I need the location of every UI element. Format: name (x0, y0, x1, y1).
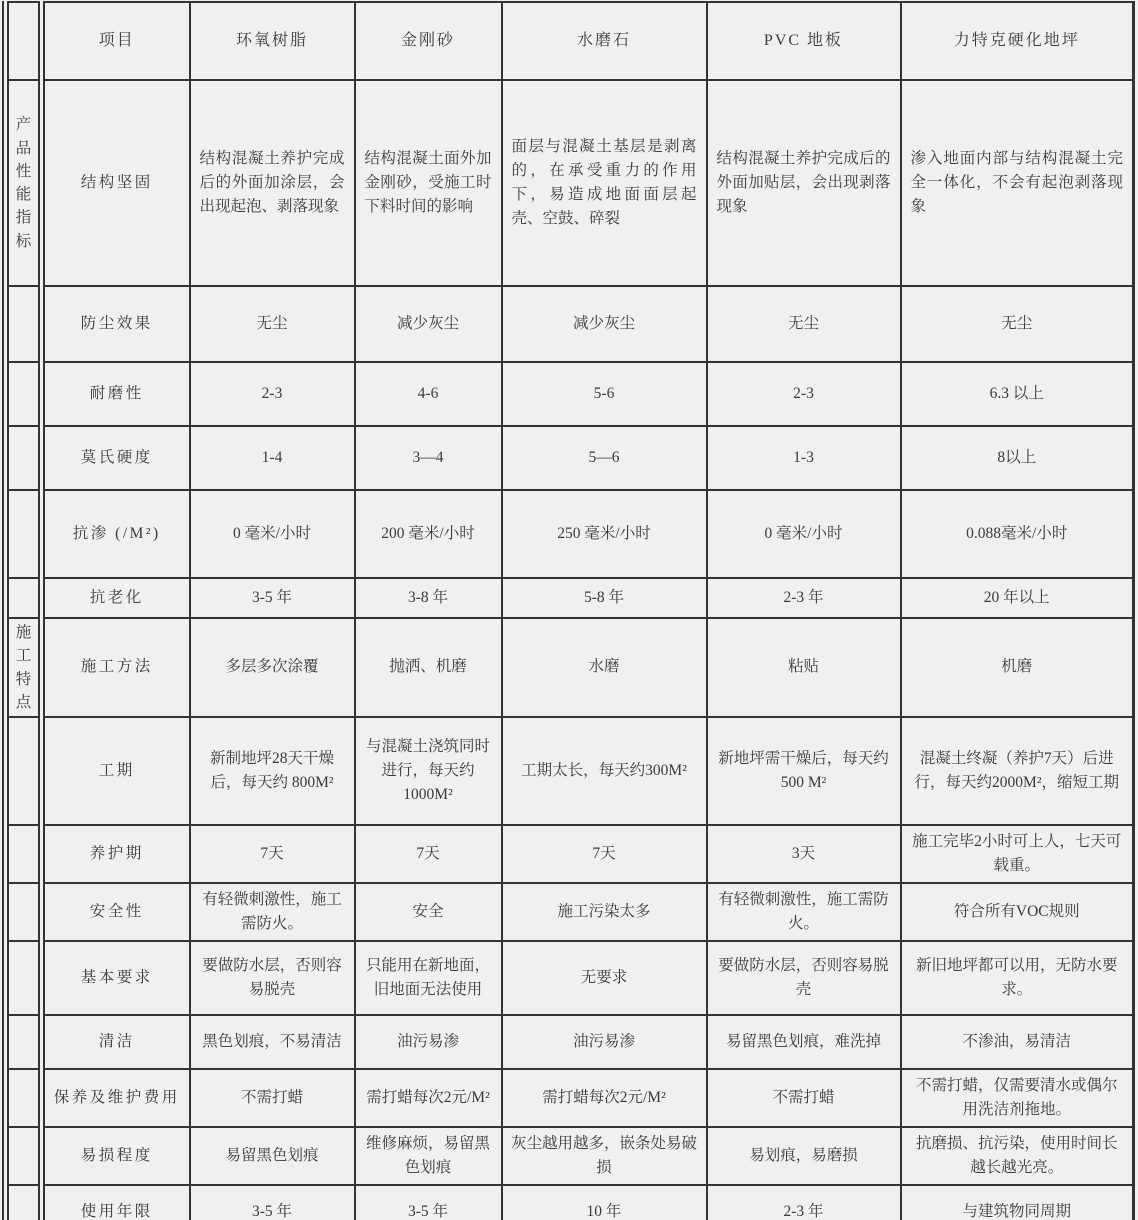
data-cell: 1-4 (190, 426, 355, 490)
data-cell: 无尘 (190, 286, 355, 362)
data-cell: 0 毫米/小时 (707, 490, 901, 578)
data-cell: 工期太长，每天约300M² (502, 717, 707, 825)
column-header-pvc-floor: PVC 地板 (707, 2, 901, 80)
data-cell: 减少灰尘 (502, 286, 707, 362)
row-group-cell (6, 618, 42, 717)
data-cell: 油污易渗 (355, 1015, 502, 1069)
data-cell: 200 毫米/小时 (355, 490, 502, 578)
data-cell: 与建筑物同周期 (901, 1185, 1134, 1220)
row-group-cell (6, 80, 42, 286)
data-cell: 3-5 年 (355, 1185, 502, 1220)
row-group-cell-empty (6, 362, 42, 426)
data-cell: 减少灰尘 (355, 286, 502, 362)
row-label: 安全性 (42, 883, 190, 941)
flooring-comparison-table (2, 1, 1135, 1220)
row-group-cell-empty (6, 490, 42, 578)
data-cell: 7天 (355, 825, 502, 883)
table-body (6, 80, 1134, 1220)
column-header-litek-hardened-floor: 力特克硬化地坪 (901, 2, 1134, 80)
data-cell: 渗入地面内部与结构混凝土完全一体化，不会有起泡剥落现象 (901, 80, 1134, 286)
table-row (6, 1185, 1134, 1220)
data-cell: 3天 (707, 825, 901, 883)
table-row (6, 883, 1134, 941)
data-cell: 1-3 (707, 426, 901, 490)
data-cell: 7天 (502, 825, 707, 883)
data-cell: 抗磨损、抗污染，使用时间长越长越光亮。 (901, 1127, 1134, 1185)
row-label: 防尘效果 (42, 286, 190, 362)
data-cell: 安全 (355, 883, 502, 941)
data-cell: 结构混凝土面外加金刚砂，受施工时下料时间的影响 (355, 80, 502, 286)
data-cell: 不渗油，易清洁 (901, 1015, 1134, 1069)
data-cell: 粘贴 (707, 618, 901, 717)
corner-cell (6, 2, 42, 80)
data-cell: 抛洒、机磨 (355, 618, 502, 717)
table-row (6, 426, 1134, 490)
row-group-cell-empty (6, 883, 42, 941)
data-cell: 易留黑色划痕，难洗掉 (707, 1015, 901, 1069)
data-cell: 0 毫米/小时 (190, 490, 355, 578)
data-cell: 要做防水层，否则容易脱壳 (707, 941, 901, 1015)
data-cell: 需打蜡每次2元/M² (502, 1069, 707, 1127)
data-cell: 易留黑色划痕 (190, 1127, 355, 1185)
row-label: 抗老化 (42, 578, 190, 618)
data-cell: 3-5 年 (190, 1185, 355, 1220)
data-cell: 8以上 (901, 426, 1134, 490)
row-group-cell-empty (6, 286, 42, 362)
table-row (6, 825, 1134, 883)
column-header-item: 项目 (42, 2, 190, 80)
table-row (6, 362, 1134, 426)
data-cell: 有轻微刺激性，施工需防火。 (707, 883, 901, 941)
data-cell: 施工污染太多 (502, 883, 707, 941)
data-cell: 6.3 以上 (901, 362, 1134, 426)
data-cell: 4-6 (355, 362, 502, 426)
data-cell: 2-3 (707, 362, 901, 426)
data-cell: 5-8 年 (502, 578, 707, 618)
row-label: 施工方法 (42, 618, 190, 717)
row-group-cell-empty (6, 578, 42, 618)
data-cell: 灰尘越用越多，嵌条处易破损 (502, 1127, 707, 1185)
row-label: 结构坚固 (42, 80, 190, 286)
data-cell: 20 年以上 (901, 578, 1134, 618)
data-cell: 与混凝土浇筑同时进行，每天约1000M² (355, 717, 502, 825)
table-row (6, 1015, 1134, 1069)
table-row (6, 80, 1134, 286)
data-cell: 只能用在新地面，旧地面无法使用 (355, 941, 502, 1015)
row-group-cell-empty (6, 825, 42, 883)
column-header-emery: 金刚砂 (355, 2, 502, 80)
data-cell: 黑色划痕，不易清洁 (190, 1015, 355, 1069)
row-group-cell-empty (6, 717, 42, 825)
row-label: 易损程度 (42, 1127, 190, 1185)
data-cell: 无要求 (502, 941, 707, 1015)
data-cell: 2-3 年 (707, 578, 901, 618)
table-row (6, 1069, 1134, 1127)
data-cell: 3—4 (355, 426, 502, 490)
data-cell: 施工完毕2小时可上人，七天可载重。 (901, 825, 1134, 883)
data-cell: 无尘 (707, 286, 901, 362)
data-cell: 维修麻烦，易留黑色划痕 (355, 1127, 502, 1185)
column-header-terrazzo: 水磨石 (502, 2, 707, 80)
data-cell: 易划痕，易磨损 (707, 1127, 901, 1185)
row-label: 耐磨性 (42, 362, 190, 426)
data-cell: 需打蜡每次2元/M² (355, 1069, 502, 1127)
data-cell: 要做防水层，否则容易脱壳 (190, 941, 355, 1015)
data-cell: 混凝土终凝（养护7天）后进行，每天约2000M²，缩短工期 (901, 717, 1134, 825)
data-cell: 7天 (190, 825, 355, 883)
row-label: 工期 (42, 717, 190, 825)
data-cell: 不需打蜡 (190, 1069, 355, 1127)
table-row (6, 578, 1134, 618)
data-cell: 250 毫米/小时 (502, 490, 707, 578)
data-cell: 新旧地坪都可以用，无防水要求。 (901, 941, 1134, 1015)
data-cell: 5-6 (502, 362, 707, 426)
data-cell: 结构混凝土养护完成后的外面加贴层，会出现剥落现象 (707, 80, 901, 286)
row-group-cell-empty (6, 1127, 42, 1185)
row-label: 清洁 (42, 1015, 190, 1069)
row-group-cell-empty (6, 1069, 42, 1127)
row-label: 养护期 (42, 825, 190, 883)
data-cell: 0.088毫米/小时 (901, 490, 1134, 578)
table-row (6, 1127, 1134, 1185)
row-label: 保养及维护费用 (42, 1069, 190, 1127)
table-row (6, 618, 1134, 717)
data-cell: 10 年 (502, 1185, 707, 1220)
data-cell: 新制地坪28天干燥后，每天约 800M² (190, 717, 355, 825)
data-cell: 符合所有VOC规则 (901, 883, 1134, 941)
data-cell: 油污易渗 (502, 1015, 707, 1069)
data-cell: 不需打蜡，仅需要清水或偶尔用洗洁剂拖地。 (901, 1069, 1134, 1127)
table-row (6, 490, 1134, 578)
data-cell: 机磨 (901, 618, 1134, 717)
data-cell: 3-8 年 (355, 578, 502, 618)
column-header-epoxy-resin: 环氧树脂 (190, 2, 355, 80)
data-cell: 不需打蜡 (707, 1069, 901, 1127)
data-cell: 无尘 (901, 286, 1134, 362)
table-row (6, 717, 1134, 825)
row-label: 使用年限 (42, 1185, 190, 1220)
table-row (6, 286, 1134, 362)
data-cell: 多层多次涂覆 (190, 618, 355, 717)
data-cell: 有轻微刺激性，施工需防火。 (190, 883, 355, 941)
row-group-cell-empty (6, 426, 42, 490)
header-row (6, 2, 1134, 80)
row-group-cell-empty (6, 941, 42, 1015)
data-cell: 面层与混凝土基层是剥离的，在承受重力的作用下，易造成地面面层起壳、空鼓、碎裂 (502, 80, 707, 286)
data-cell: 5—6 (502, 426, 707, 490)
row-group-label: 产品性能指标 (15, 116, 32, 250)
row-group-label: 施工特点 (15, 624, 32, 711)
data-cell: 新地坪需干燥后，每天约500 M² (707, 717, 901, 825)
data-cell: 水磨 (502, 618, 707, 717)
row-label: 抗渗 (/M²) (42, 490, 190, 578)
row-label: 基本要求 (42, 941, 190, 1015)
row-label: 莫氏硬度 (42, 426, 190, 490)
row-group-cell-empty (6, 1015, 42, 1069)
data-cell: 3-5 年 (190, 578, 355, 618)
row-group-cell-empty (6, 1185, 42, 1220)
data-cell: 2-3 年 (707, 1185, 901, 1220)
data-cell: 2-3 (190, 362, 355, 426)
table-row (6, 941, 1134, 1015)
data-cell: 结构混凝土养护完成后的外面加涂层，会出现起泡、剥落现象 (190, 80, 355, 286)
